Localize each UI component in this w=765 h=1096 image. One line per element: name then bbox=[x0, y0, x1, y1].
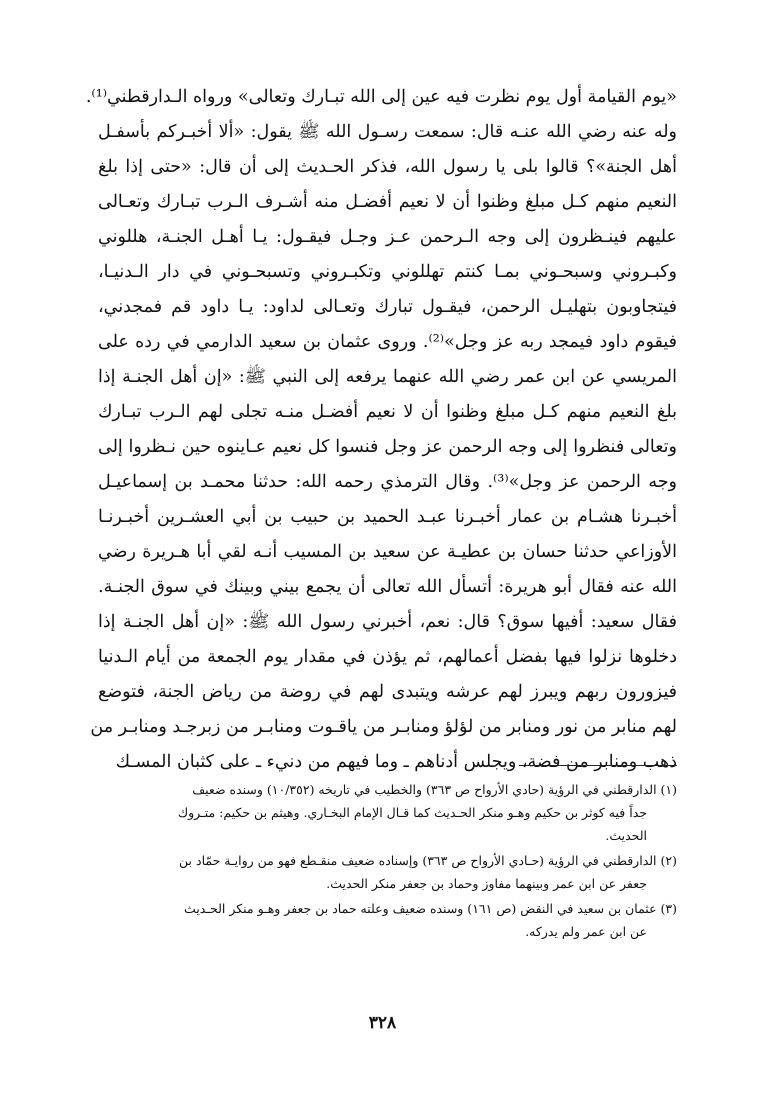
footnote-line: الحديث. bbox=[605, 828, 647, 843]
text-line: «يوم القيامة أول يوم نظرت فيه عين إلى الله تبـارك وتعالى» ورواه الـدارقطني⁽¹⁾. bbox=[85, 87, 677, 107]
text-line: فقال سعيد: أفيها سوق؟ قال: نعم، أخبرني رسول الله ﷺ: «إن أهل الجنـة إذا bbox=[98, 612, 677, 632]
text-line: فيزورون ربهم ويبرز لهم عرشه ويتبدى لهم في روضة من رياض الجنة، فتوضع bbox=[98, 682, 677, 702]
text-line: وجه الرحمن عز وجل»⁽³⁾. وقال الترمذي رحمه الله: حدثنا محمـد بن إسماعيـل bbox=[98, 472, 677, 492]
text-line: وله عنه رضي الله عنـه قال: سمعت رسـول الله ﷺ يقول: «ألا أخبـركم بأسفـل bbox=[98, 122, 677, 142]
text-line: الله عنه فقال أبو هريرة: أتسأل الله تعالى أن يجمع بيني وبينك في سوق الجنـة. bbox=[98, 577, 677, 597]
footnote-divider bbox=[519, 765, 677, 766]
text-line: لهم منابر من نور ومنابر من لؤلؤ ومنابـر من ياقـوت ومنابـر من زبرجـد ومنابـر من bbox=[90, 717, 677, 737]
main-text-body bbox=[85, 80, 677, 780]
text-line: دخلوها نزلوا فيها بفضل أعمالهم، ثم يؤذن في مقدار يوم الجمعة من أيام الـدنيا bbox=[98, 647, 677, 667]
text-line: أخبـرنا هشـام بن عمار أخبـرنا عبـد الحميد بن حبيب بن أبي العشـرين أخبـرنـا bbox=[98, 507, 677, 527]
text-line: فيتجاوبون بتهليـل الرحمن، فيقـول تبارك وتعـالى لداود: يـا داود قم فمجدني، bbox=[98, 297, 677, 317]
footnote-1 bbox=[98, 778, 677, 847]
text-line: وكبـروني وسبحـوني بمـا كنتم تهللوني وتكبـروني وتسبحـوني في دار الـدنيـا، bbox=[98, 262, 677, 282]
footnote-line: (٢) الدارقطني في الرؤية (حـادي الأرواح ص ٣٦٣) وإسناده ضعيف منقـطع فهو من روايـة حمّاد بن bbox=[179, 853, 677, 868]
footnote-line: عن ابن عمر ولم يدركه. bbox=[525, 924, 647, 939]
text-line: النعيم منهم كـل مبلغ وظنوا أن لا نعيم أفضـل منه أشـرف الـرب تبـارك وتعـالى bbox=[98, 192, 677, 212]
footnote-line: (٣) عثمان بن سعيد في النقض (ص ١٦١) وسنده ضعيف وعلته حماد بن جعفر وهـو منكر الحـديث bbox=[184, 901, 677, 916]
text-line: الأوزاعي حدثنا حسان بن عطيـة عن سعيد بن المسيب أنـه لقي أبا هـريرة رضي bbox=[98, 542, 677, 562]
footnote-3 bbox=[98, 897, 677, 943]
text-line: ذهب ومنابر من فضة، ويجلس أدناهم ـ وما فيهم من دنيء ـ على كثبان المسـك bbox=[115, 752, 677, 772]
footnotes bbox=[98, 778, 677, 945]
footnote-line: جعفر عن ابن عمر وبينهما مفاوز وحماد بن جعفر منكر الحديث. bbox=[326, 876, 647, 891]
text-line: المريسي عن ابن عمر رضي الله عنهما يرفعه إلى النبي ﷺ: «إن أهل الجنـة إذا bbox=[98, 367, 677, 387]
text-line: عليهم فينـظرون إلى وجه الـرحمن عـز وجـل فيقـول: يـا أهـل الجنـة، هللوني bbox=[98, 227, 677, 247]
footnote-2 bbox=[98, 849, 677, 895]
footnote-line: (١) الدارقطني في الرؤية (حادي الأرواح ص ٣٦٣) والخطيب في تاريخه (١٠/٣٥٢) وسنده ضعيف bbox=[192, 782, 677, 797]
text-line: وتعالى فنظروا إلى وجه الرحمن عز وجل فنسوا كل نعيم عـاينوه حين نـظروا إلى bbox=[98, 437, 677, 457]
footnote-line: جداً فيه كوثر بن حكيم وهـو منكر الحـديث كما قـال الإمام البخـاري. وهيثم بن حكيم: متـروك bbox=[177, 805, 647, 820]
text-line: أهل الجنة»؟ قالوا بلى يا رسول الله، فذكر الحـديث إلى أن قال: «حتى إذا بلغ bbox=[98, 157, 677, 177]
text-line: فيقوم داود فيمجد ربه عز وجل»⁽²⁾. وروى عثمان بن سعيد الدارمي في رده على bbox=[98, 332, 677, 352]
text-line: بلغ النعيم منهم كـل مبلغ وظنوا أن لا نعيم أفضـل منـه تجلى لهم الـرب تبـارك bbox=[98, 402, 677, 422]
page-number: ٣٢٨ bbox=[368, 1013, 397, 1033]
